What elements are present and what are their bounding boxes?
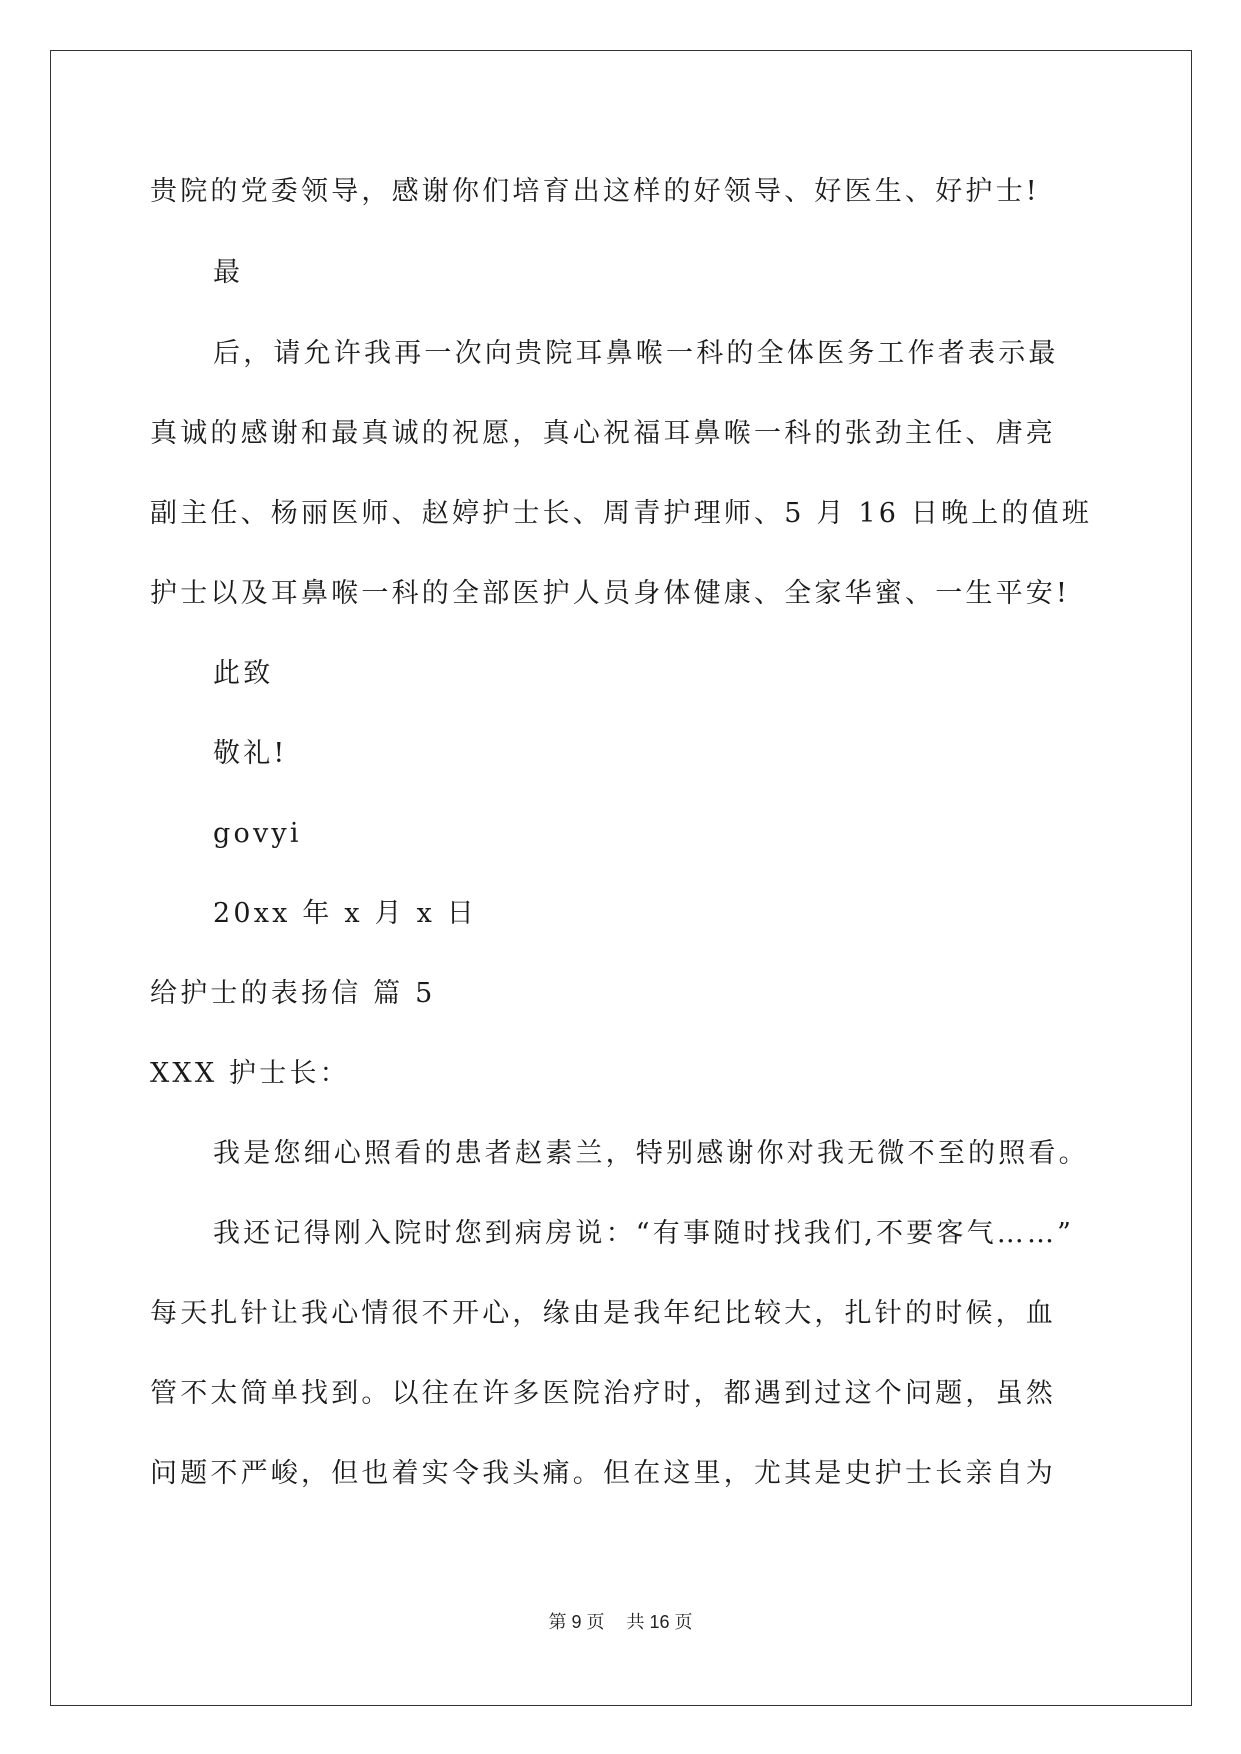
body-line-14: 我还记得刚入院时您到病房说：“有事随时找我们,不要客气……” (213, 1218, 1075, 1249)
section-heading: 给护士的表扬信 篇 5 (150, 978, 436, 1009)
body-line-16: 管不太简单找到。以往在许多医院治疗时，都遇到过这个问题，虽然 (150, 1378, 1056, 1409)
body-line-13: 我是您细心照看的患者赵素兰，特别感谢你对我无微不至的照看。 (213, 1138, 1089, 1169)
body-line-4: 真诚的感谢和最真诚的祝愿，真心祝福耳鼻喉一科的张劲主任、唐亮 (150, 418, 1056, 449)
closing-salutation: 此致 (213, 658, 274, 689)
body-line-1: 贵院的党委领导，感谢你们培育出这样的好领导、好医生、好护士! (150, 176, 1040, 207)
body-line-17: 问题不严峻，但也着实令我头痛。但在这里，尤其是史护士长亲自为 (150, 1458, 1056, 1489)
signature: govyi (213, 818, 302, 849)
letter-addressee: XXX 护士长： (150, 1058, 350, 1089)
body-line-3: 后，请允许我再一次向贵院耳鼻喉一科的全体医务工作者表示最 (213, 338, 1059, 369)
body-line-5: 副主任、杨丽医师、赵婷护士长、周青护理师、5 月 16 日晚上的值班 (150, 498, 1093, 529)
body-line-2: 最 (213, 257, 244, 288)
page-total: 共 16 页 (626, 1612, 693, 1632)
body-line-15: 每天扎针让我心情很不开心，缘由是我年纪比较大，扎针的时候，血 (150, 1298, 1056, 1329)
letter-date: 20xx 年 x 月 x 日 (213, 898, 477, 929)
body-line-6: 护士以及耳鼻喉一科的全部医护人员身体健康、全家华蜜、一生平安! (150, 578, 1071, 609)
page-footer (0, 1610, 1241, 1634)
page-number: 第 9 页 (548, 1612, 605, 1632)
closing-regards: 敬礼! (213, 738, 288, 769)
